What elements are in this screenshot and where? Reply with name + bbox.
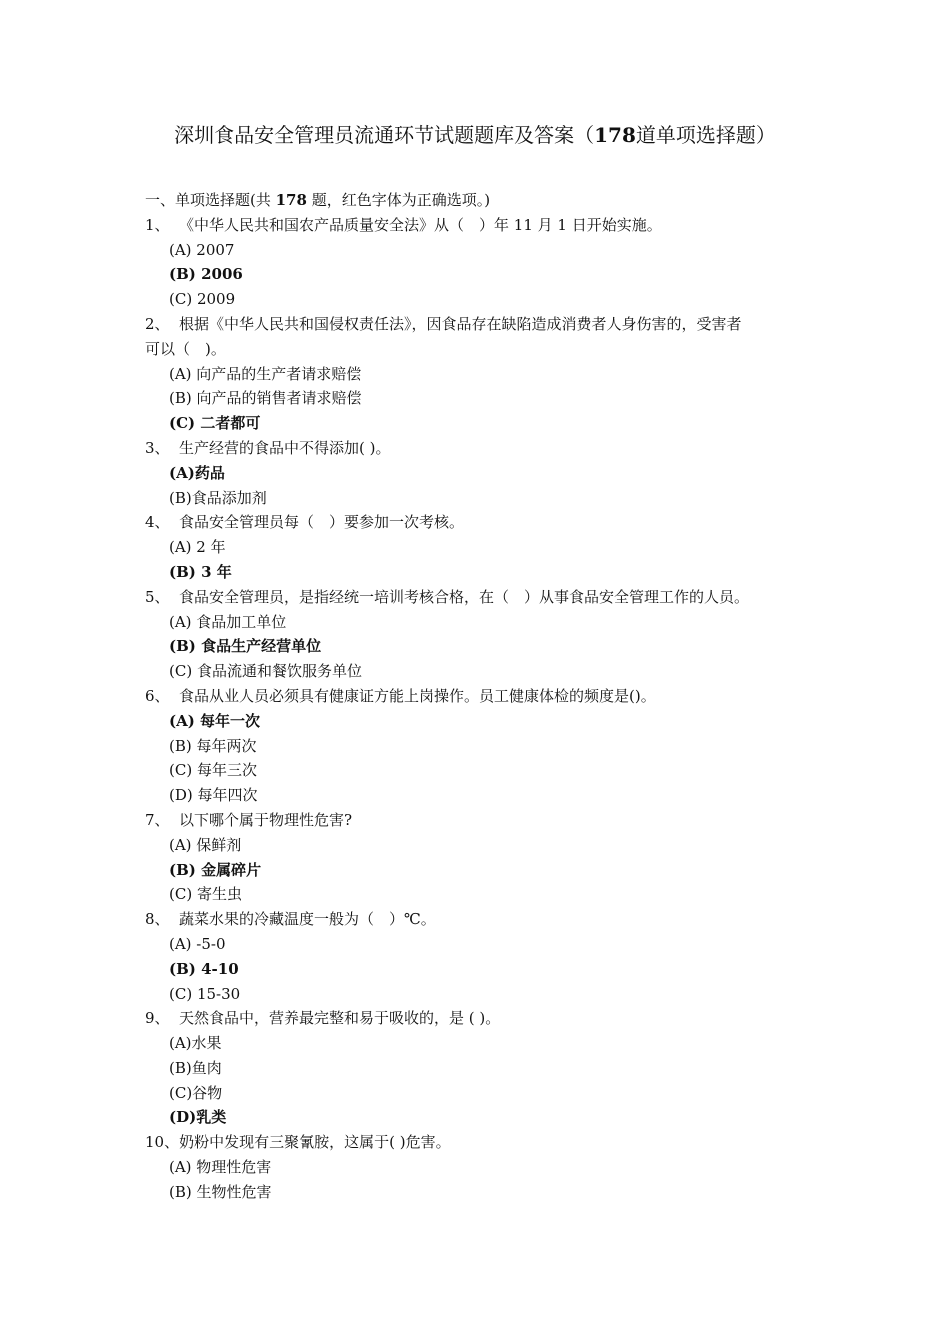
question-2 bbox=[145, 312, 810, 337]
option: (D) 每年四次 bbox=[169, 786, 258, 805]
option: (C) 寄生虫 bbox=[169, 885, 242, 904]
option-correct: (D)乳类 bbox=[169, 1108, 227, 1127]
page-title bbox=[0, 120, 950, 150]
title-count: 178 bbox=[594, 123, 636, 147]
question-text: 《中华人民共和国农产品质量安全法》从（ ）年 11 月 1 日开始实施。 bbox=[179, 215, 662, 234]
option: (A) -5-0 bbox=[169, 934, 226, 953]
option-correct: (A)药品 bbox=[169, 463, 225, 482]
option: (B) 向产品的销售者请求赔偿 bbox=[169, 389, 362, 408]
option: (B) 每年两次 bbox=[169, 736, 257, 755]
title-suffix: 道单项选择题） bbox=[635, 123, 776, 147]
option-correct: (B) 3 年 bbox=[169, 562, 232, 581]
question-3 bbox=[145, 436, 810, 461]
option-correct: (A) 每年一次 bbox=[169, 711, 261, 730]
question-number: 2、 bbox=[145, 314, 170, 333]
question-list bbox=[145, 188, 810, 1205]
question-8 bbox=[145, 907, 810, 932]
question-text: 食品从业人员必须具有健康证方能上岗操作。员工健康体检的频度是()。 bbox=[179, 686, 656, 705]
question-text: 根据《中华人民共和国侵权责任法》，因食品存在缺陷造成消费者人身伤害的，受害者 bbox=[179, 314, 742, 333]
question-number: 6、 bbox=[145, 686, 170, 705]
option: (A) 保鲜剂 bbox=[169, 835, 242, 854]
option: (C)谷物 bbox=[169, 1083, 223, 1102]
option-correct: (B) 2006 bbox=[169, 265, 243, 284]
intro-prefix: 一、单项选择题(共 bbox=[145, 191, 276, 209]
question-number: 10、 bbox=[145, 1133, 180, 1152]
option: (B)食品添加剂 bbox=[169, 488, 267, 507]
question-text: 食品安全管理员每（ ）要参加一次考核。 bbox=[179, 513, 465, 532]
question-number: 8、 bbox=[145, 910, 170, 929]
section-intro bbox=[145, 188, 810, 213]
question-6 bbox=[145, 684, 810, 709]
question-text: 食品安全管理员，是指经统一培训考核合格，在（ ）从事食品安全管理工作的人员。 bbox=[179, 587, 750, 606]
option: (A) 物理性危害 bbox=[169, 1158, 272, 1177]
intro-count: 178 bbox=[275, 191, 307, 209]
option: (A) 向产品的生产者请求赔偿 bbox=[169, 364, 362, 383]
option: (B)鱼肉 bbox=[169, 1058, 222, 1077]
question-7 bbox=[145, 808, 810, 833]
option-correct: (B) 金属碎片 bbox=[169, 860, 262, 879]
option: (A) 食品加工单位 bbox=[169, 612, 287, 631]
question-text: 以下哪个属于物理性危害? bbox=[179, 810, 353, 829]
option: (A)水果 bbox=[169, 1034, 222, 1053]
intro-suffix: 题，红色字体为正确选项。) bbox=[306, 191, 491, 209]
option: (C) 15-30 bbox=[169, 984, 241, 1003]
option: (C) 2009 bbox=[169, 290, 236, 309]
question-number: 1、 bbox=[145, 215, 170, 234]
question-text: 奶粉中发现有三聚氰胺，这属于( )危害。 bbox=[179, 1133, 451, 1152]
title-prefix: 深圳食品安全管理员流通环节试题题库及答案（ bbox=[174, 123, 595, 147]
question-1 bbox=[145, 213, 810, 238]
question-4 bbox=[145, 510, 810, 535]
option: (B) 生物性危害 bbox=[169, 1182, 272, 1201]
option-correct: (B) 4-10 bbox=[169, 959, 239, 978]
question-number: 4、 bbox=[145, 513, 170, 532]
question-text: 天然食品中，营养最完整和易于吸收的，是 ( )。 bbox=[179, 1009, 501, 1028]
question-text: 生产经营的食品中不得添加( )。 bbox=[179, 438, 391, 457]
question-9 bbox=[145, 1006, 810, 1031]
question-number: 7、 bbox=[145, 810, 170, 829]
question-5 bbox=[145, 585, 810, 610]
option-correct: (B) 食品生产经营单位 bbox=[169, 637, 322, 656]
question-number: 5、 bbox=[145, 587, 170, 606]
question-text-continued: 可以（ )。 bbox=[145, 339, 226, 358]
option: (A) 2007 bbox=[169, 240, 235, 259]
option: (A) 2 年 bbox=[169, 538, 226, 557]
option: (C) 食品流通和餐饮服务单位 bbox=[169, 662, 362, 681]
option-correct: (C) 二者都可 bbox=[169, 414, 261, 433]
question-text: 蔬菜水果的冷藏温度一般为（ ）℃。 bbox=[179, 910, 436, 929]
option: (C) 每年三次 bbox=[169, 761, 257, 780]
question-number: 3、 bbox=[145, 438, 170, 457]
question-number: 9、 bbox=[145, 1009, 170, 1028]
question-10 bbox=[145, 1130, 810, 1155]
